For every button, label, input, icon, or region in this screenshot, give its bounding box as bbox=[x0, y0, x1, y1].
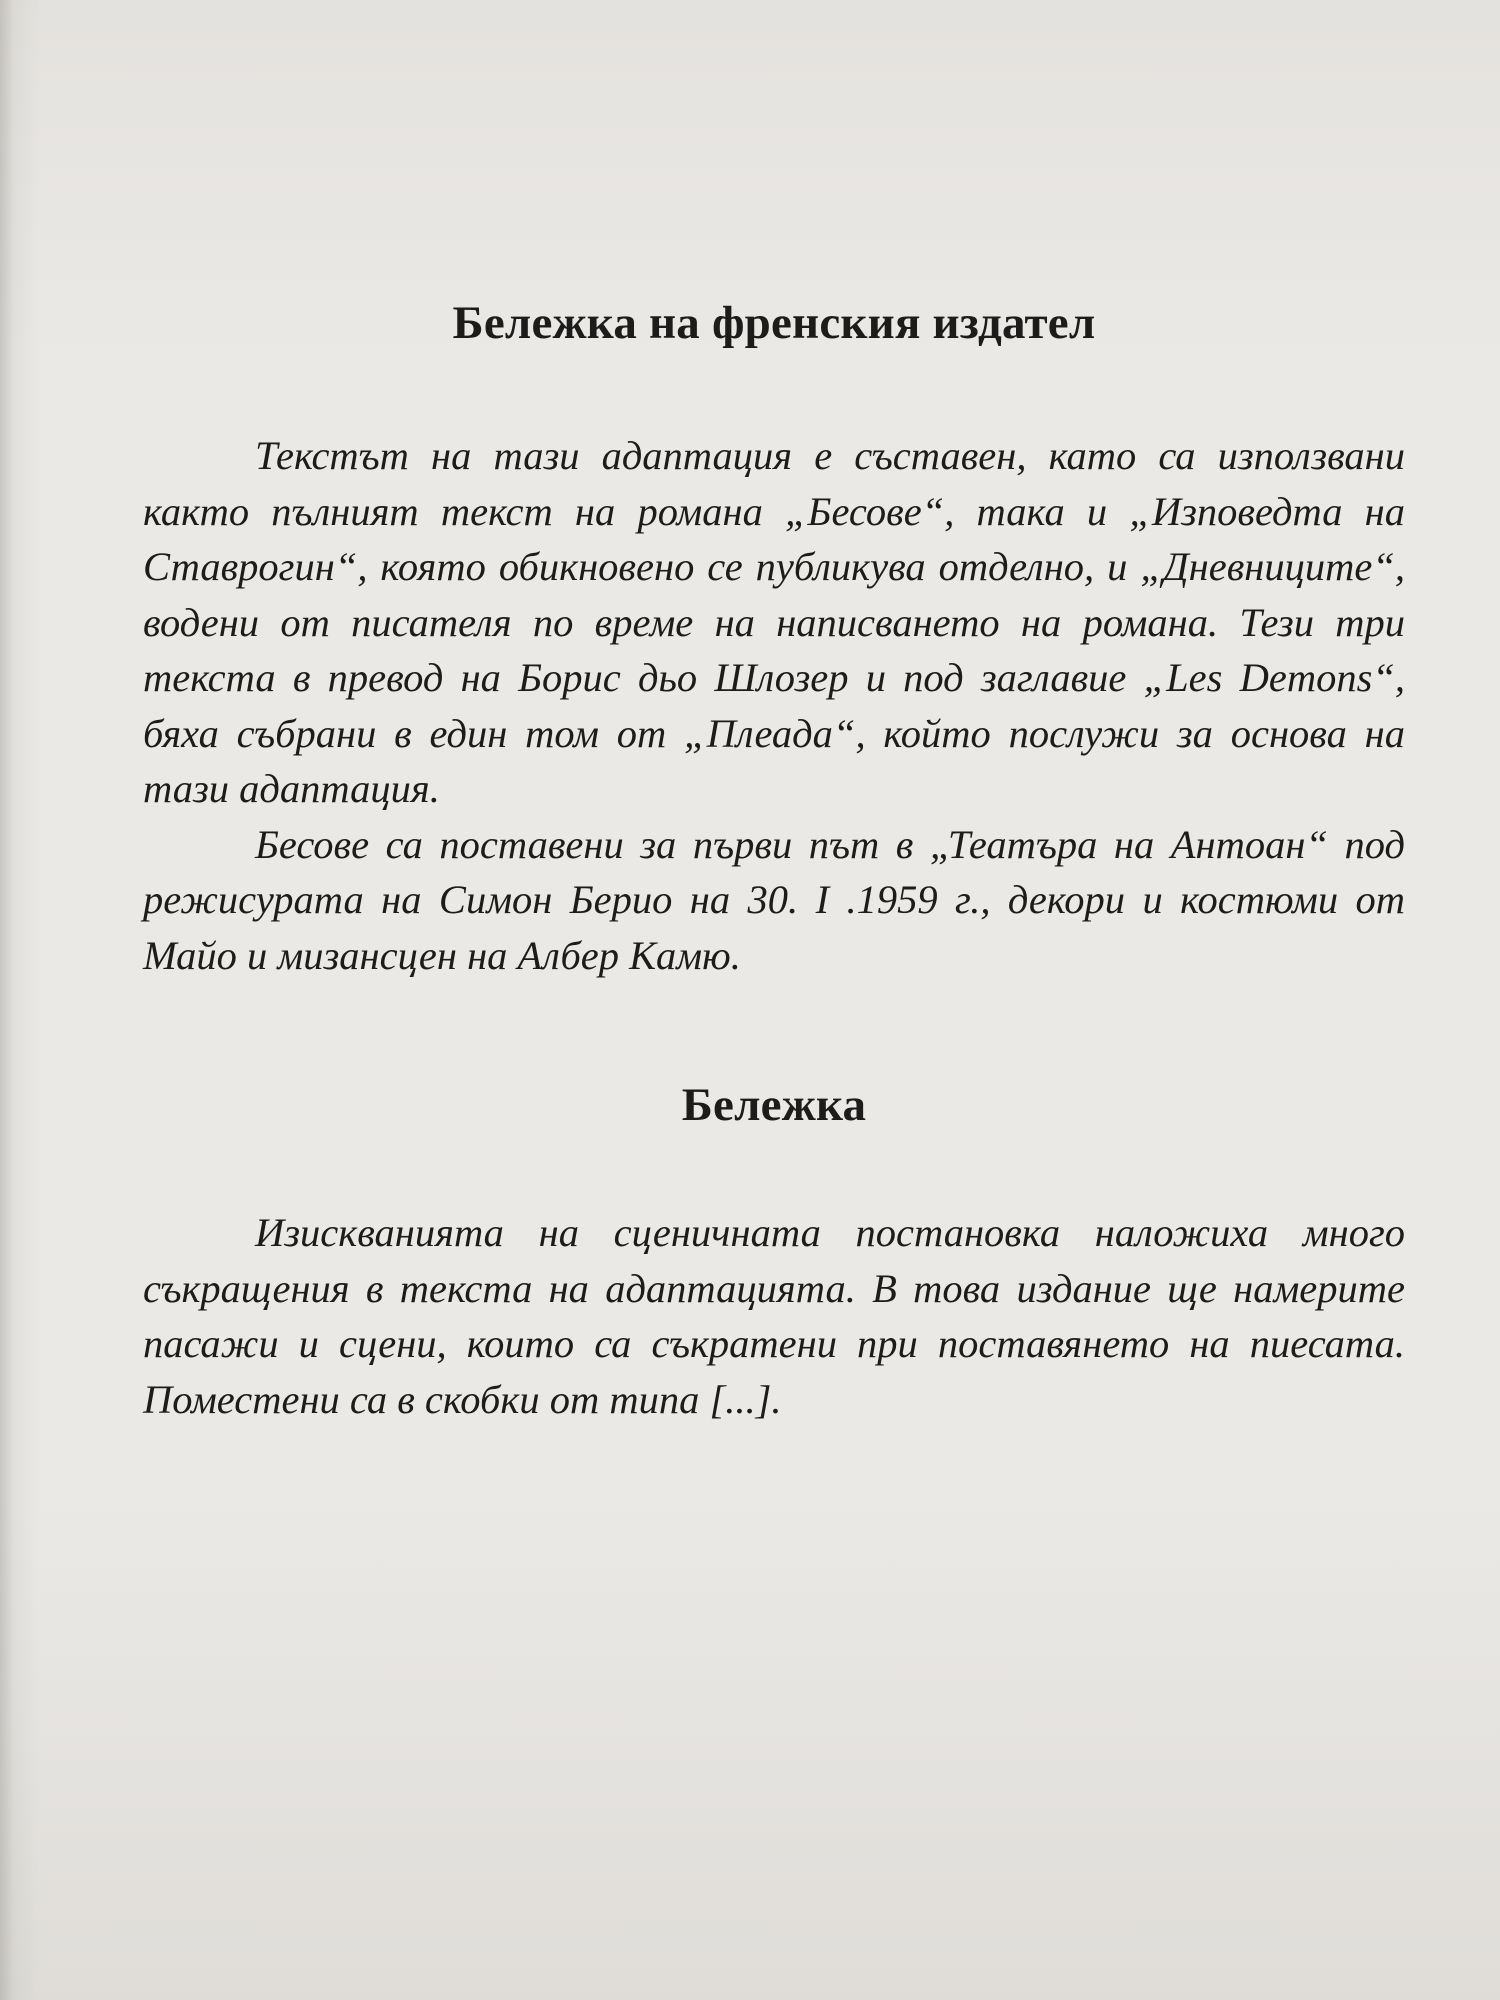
note-title: Бележка bbox=[681, 1079, 867, 1131]
publisher-note-paragraph-2: Бесове са поставени за първи път в „Театъра на Антоан“ под режисурата на Симон Берио на 30. I .1959 г., декори и костюми от Майо и мизансцен на Албер Камю. bbox=[143, 821, 1405, 978]
note-paragraph-1: Изискванията на сценичната постановка наложиха много съкращения в текста на адаптацията. В това издание ще намерите пасажи и сцени, които са съкратени при поставянето на пиесата. Поместени са в скобки от типа [...]. bbox=[143, 1210, 1405, 1422]
publisher-note-title: Бележка на френския издател bbox=[452, 297, 1096, 349]
publisher-note-paragraph-1: Текстът на тази адаптация е съставен, като са използвани както пълният текст на романа „Бесове“, така и „Изповедта на Ставрогин“, която обикновено се публикува отделно, и „Дневниците“, водени от писателя по време на написването на романа. Тези три текста в превод на Борис дьо Шлозер и под заглавие „Les Demons“, бяха събрани в един том от „Плеада“, който послужи за основа на тази адаптация. bbox=[143, 433, 1405, 811]
note-heading-block bbox=[143, 1080, 1405, 1132]
publisher-note-body bbox=[143, 428, 1405, 983]
note-body bbox=[143, 1205, 1405, 1427]
publisher-note-heading-block bbox=[143, 298, 1405, 350]
